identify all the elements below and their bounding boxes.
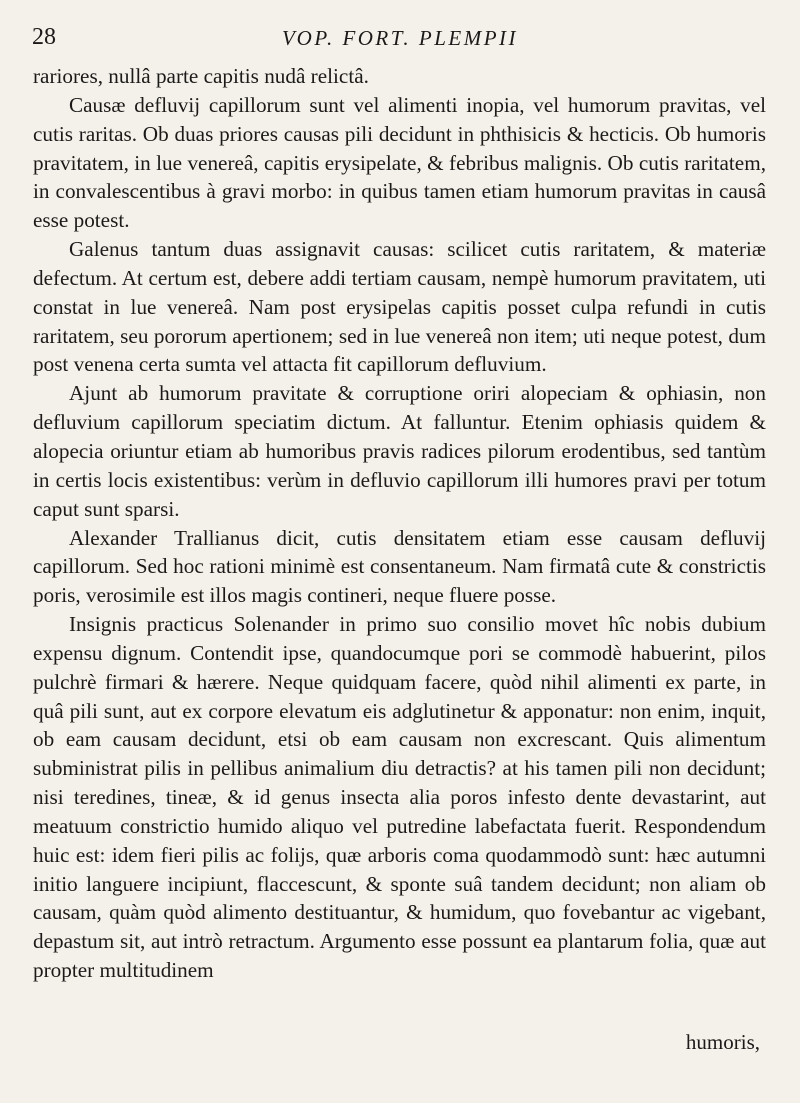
catchword: humoris, — [685, 1030, 760, 1054]
paragraph-galenus: Galenus tantum duas assignavit causas: scilicet cutis raritatem, & materiæ defectum. At certum est, debere addi tertiam causam, nempè humorum pravitatem, uti constat in lue venereâ. Nam post erysipelas capitis posset culpa refundi in cutis raritatem, seu pororum apertionem; sed in lue venereâ non item; uti neque potest, dum post venena certa sumta vel attacta fit capillorum defluvium. — [33, 237, 766, 377]
body-text — [33, 62, 766, 985]
paragraph-trallianus: Alexander Trallianus dicit, cutis densitatem etiam esse causam defluvij capillorum. Sed hoc rationi minimè est consentaneum. Nam firmatâ cute & constrictis poris, verosimile est illos magis contineri, neque fluere posse. — [33, 525, 766, 608]
page-number: 28 — [32, 24, 56, 50]
paragraph-continuation: rariores, nullâ parte capitis nudâ relictâ. — [33, 64, 369, 88]
paragraph-causes: Causæ defluvij capillorum sunt vel alimenti inopia, vel humorum pravitas, vel cutis raritas. Ob duas priores causas pili decidunt in phthisicis & hecticis. Ob humoris pravitatem, in lue venereâ, capitis erysipelate, & febribus malignis. Ob cutis raritatem, in convalescentibus à gravi morbo: in quibus tamen etiam humorum pravitas in causâ esse potest. — [33, 92, 766, 233]
paragraph-alopecia: Ajunt ab humorum pravitate & corruptione oriri alopeciam & ophiasin, non defluvium capillorum speciatim dictum. At falluntur. Etenim ophiasis quidem & alopecia oriuntur etiam ab humoribus pravis radices pilorum erodentibus, sed tantùm in certis locis existentibus: verùm in defluvio capillorum illi humores pravi per totum caput sunt sparsi. — [33, 381, 766, 521]
running-head: VOP. FORT. PLEMPII — [281, 26, 519, 50]
paragraph-solenander: Insignis practicus Solenander in primo suo consilio movet hîc nobis dubium expensu dignum. Contendit ipse, quandocumque pori se commodè habuerint, pilos pulchrè firmari & hærere. Neque quidquam facere, quòd nihil alimenti ex parte, in quâ pili sunt, aut ex corpore elevatum eis adglutinetur & apponatur: non enim, inquit, ob eam causam decidunt, etsi ob eam causam non excrescant. Quis alimentum subministrat pilis in pellibus animalium diu detractis? at his tamen pili non decidunt; nisi teredines, tineæ, & id genus insecta alia poros infesto dente devastarint, aut meatuum constrictio humido aliquo vel putredine labefactata fuerit. Respondendum huic est: idem fieri pilis ac folijs, quæ arboris coma quodammodò sunt: hæc autumni initio languere incipiunt, flaccescunt, & sponte suâ tandem decidunt; non aliam ob causam, quàm quòd alimento destituantur, & humidum, quo fovebantur ac vigebant, depastum sit, aut intrò retractum. Argumento esse possunt ea plantarum folia, quæ aut propter multitudinem — [33, 612, 766, 983]
page-header — [32, 22, 768, 54]
